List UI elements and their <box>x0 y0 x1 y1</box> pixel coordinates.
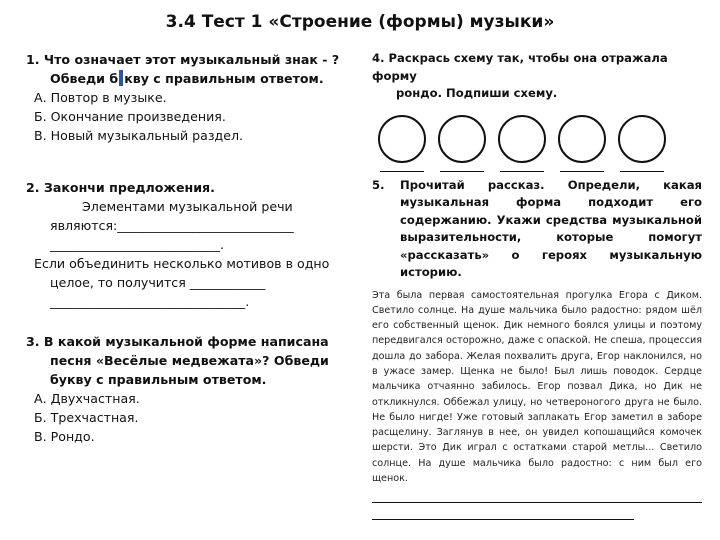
page-title: 3.4 Тест 1 «Строение (формы) музыки» <box>165 12 555 32</box>
question-1 <box>26 50 350 145</box>
story-text: Эта была первая самостоятельная прогулка Егора с Диком. Светило солнце. На душе мальчика было радостно: рядом шёл его собственный щенок. Дик немного боялся улицы и поэтому передвигался осторожно, даже с опаской. Не спеша, процессия дошла до забора. Желая похвалить друга, Егор наклонился, но в ужасе замер. Щенка не было! Был лишь поводок. Сердце мальчика отчаянно забилось. Егор позвал Дика, но Дик не откликнулся. Оббежал улицу, но четвероногого друга не было. Не было нигде! Уже готовый заплакать Егор заметил в заборе расщелину. Заглянув в нее, он увидел копошащийся комочек шерсти. Это Дик играл с остатками старой метлы... Светило солнце. На душе мальчика было радостно: с ним был его щенок. <box>372 289 702 485</box>
q3-heading-3: букву с правильным ответом. <box>50 372 267 387</box>
q1-heading: 1. Что означает этот музыкальный знак - ? <box>26 52 340 67</box>
q1-instruction <box>26 69 350 88</box>
q5-text: Прочитай рассказ. Определи, какая музыкальная форма подходит его содержанию. Укажи средства музыкальной выразительности, которые помогут «рассказать» о героях музыкальную историю. <box>400 177 702 279</box>
rondo-scheme <box>372 115 702 177</box>
q1-instruction-pre: Обведи б <box>50 71 119 86</box>
q3-option-a[interactable]: А. Двухчастная. <box>34 391 140 406</box>
q2-sentence-2c[interactable]: _______________________________. <box>50 294 250 309</box>
q5-number: 5. <box>372 177 385 192</box>
q2-sentence-2a: Если объединить несколько мотивов в одно <box>34 256 330 271</box>
question-4 <box>372 50 702 103</box>
q4-heading: 4. Раскрась схему так, чтобы она отражала форму <box>372 51 668 83</box>
question-3 <box>26 332 350 446</box>
left-column <box>26 50 350 446</box>
answer-line[interactable] <box>372 519 634 520</box>
scheme-circle[interactable] <box>438 115 486 163</box>
q4-heading-2: рондо. Подпиши схему. <box>396 86 558 100</box>
q3-option-c[interactable]: В. Рондо. <box>34 429 95 444</box>
q1-option-a[interactable]: А. Повтор в музыке. <box>34 90 167 105</box>
scheme-label-line[interactable] <box>380 171 424 172</box>
scheme-circle[interactable] <box>558 115 606 163</box>
q1-instruction-post: кву с правильным ответом. <box>124 71 324 86</box>
right-column <box>372 50 702 520</box>
scheme-label-line[interactable] <box>440 171 484 172</box>
q2-sentence-1a: Элементами музыкальной речи <box>82 199 293 214</box>
q2-sentence-2b[interactable]: целое, то получится ____________ <box>50 275 266 290</box>
scheme-label-line[interactable] <box>560 171 604 172</box>
answer-line[interactable] <box>372 502 702 503</box>
q1-option-b[interactable]: Б. Окончание произведения. <box>34 109 226 124</box>
q3-heading: 3. В какой музыкальной форме написана <box>26 334 329 349</box>
scheme-circle[interactable] <box>618 115 666 163</box>
text-cursor-icon <box>119 70 123 86</box>
q1-option-c[interactable]: В. Новый музыкальный раздел. <box>34 128 244 143</box>
q3-heading-2: песня «Весёлые медвежата»? Обведи <box>50 353 329 368</box>
question-5 <box>372 177 702 282</box>
q3-option-b[interactable]: Б. Трехчастная. <box>34 410 139 425</box>
question-2 <box>26 178 350 311</box>
q2-sentence-1c[interactable]: ___________________________. <box>50 237 225 252</box>
scheme-label-line[interactable] <box>500 171 544 172</box>
q2-heading: 2. Закончи предложения. <box>26 180 215 195</box>
scheme-circle[interactable] <box>378 115 426 163</box>
scheme-label-line[interactable] <box>620 171 664 172</box>
q2-sentence-1b[interactable]: являются:____________________________ <box>50 218 294 233</box>
scheme-circle[interactable] <box>498 115 546 163</box>
